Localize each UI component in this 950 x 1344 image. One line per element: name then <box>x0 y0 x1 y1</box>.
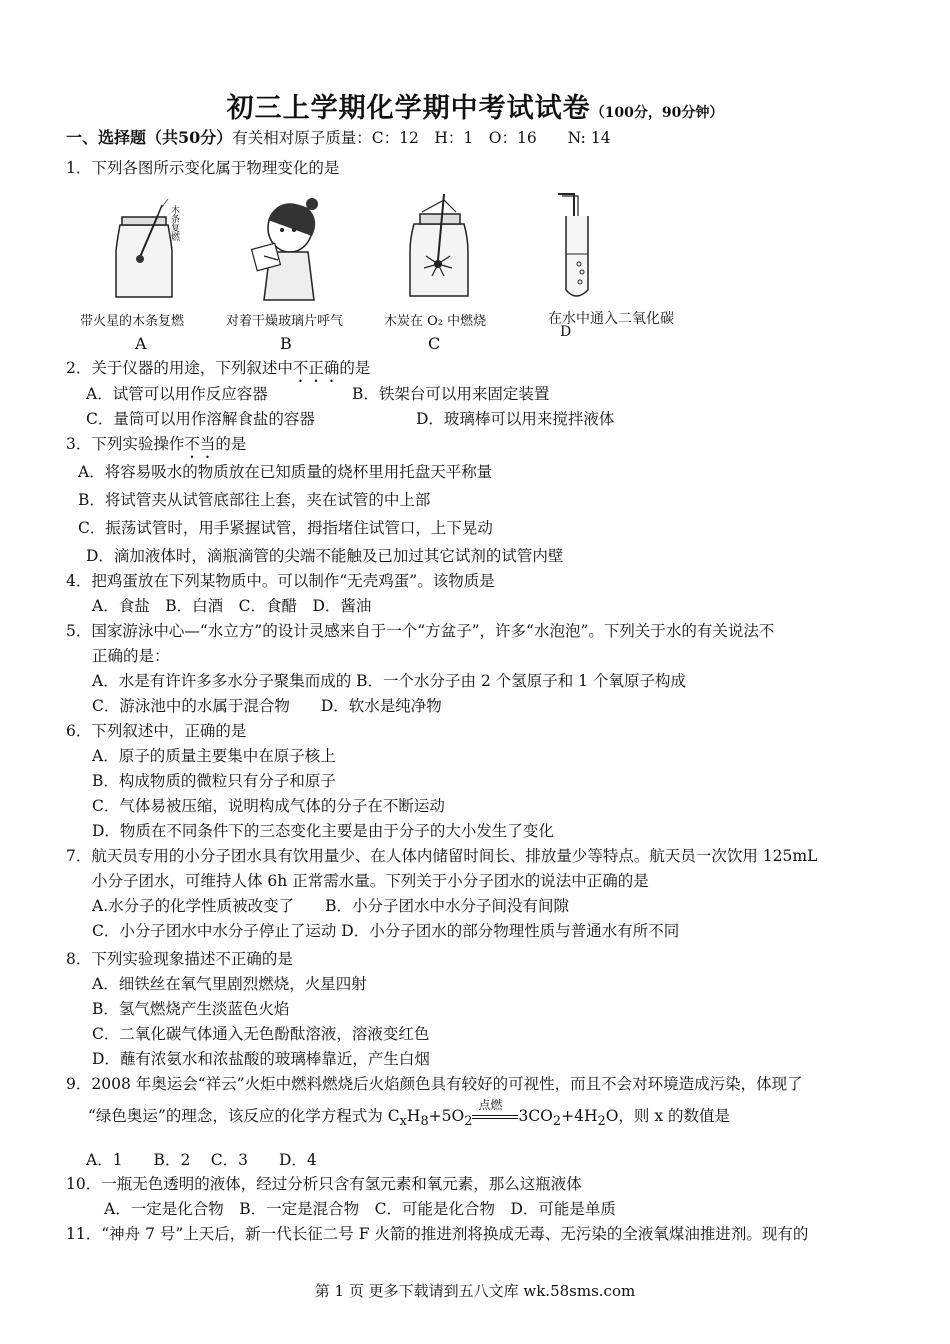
page-footer: 第 1 页 更多下载请到五八文库 wk.58sms.com <box>314 1282 636 1300</box>
q9-h2o: +4H <box>561 1107 598 1125</box>
q11-stem: 11．“神舟 7 号”上天后，新一代长征二号 F 火箭的推进剂将换成无毒、无污染的全液氧煤油推进剂。现有的 <box>66 1225 809 1243</box>
q5-options-cd: C．游泳池中的水属于混合物 D．软水是纯净物 <box>92 697 442 715</box>
q6-option-c: C．气体易被压缩，说明构成气体的分子在不断运动 <box>92 797 445 815</box>
q3-option-c: C．振荡试管时，用手紧握试管，拇指堵住试管口，上下晃动 <box>78 519 493 537</box>
q2-stem-pre: 2．关于仪器的用途，下列叙述中 <box>66 359 293 377</box>
atomic-masses: 有关相对原子质量：C：12 H：1 O：16 N: 14 <box>232 129 611 147</box>
title-main: 初三上学期化学期中考试试卷 <box>226 93 591 124</box>
jar-with-glowing-splint-icon <box>100 195 200 305</box>
q4-options: A．食盐 B．白酒 C．食醋 D．酱油 <box>92 597 372 615</box>
q3-option-a: A．将容易吸水的物质放在已知质量的烧杯里用托盘天平称量 <box>78 463 493 481</box>
q2-stem <box>66 358 370 386</box>
q7-options-cd: C．小分子团水中水分子停止了运动 D．小分子团水的部分物理性质与普通水有所不同 <box>92 922 680 940</box>
q6-option-d: D．物质在不同条件下的三态变化主要是由于分子的大小发生了变化 <box>92 822 554 840</box>
q9-h: H <box>406 1107 421 1125</box>
q8-stem: 8．下列实验现象描述不正确的是 <box>66 950 293 968</box>
q4-stem: 4．把鸡蛋放在下列某物质中。可以制作“无壳鸡蛋”。该物质是 <box>66 572 495 590</box>
q5-stem-line2: 正确的是： <box>92 647 170 665</box>
q8-option-b: B．氢气燃烧产生淡蓝色火焰 <box>92 1000 290 1018</box>
girl-breathing-on-glass-icon <box>238 190 338 305</box>
charcoal-burning-in-oxygen-icon <box>398 190 488 305</box>
jar-label: 木条复燃 <box>169 205 179 241</box>
q8-option-c: C．二氧化碳气体通入无色酚酞溶液，溶液变红色 <box>92 1025 430 1043</box>
q10-stem: 10．一瓶无色透明的液体，经过分析只含有氢元素和氧元素，那么这瓶液体 <box>66 1175 582 1193</box>
q9-sub-2b: 2 <box>552 1114 562 1130</box>
q3-stem-emphasis: 不当 <box>184 435 216 453</box>
fig-b-letter: B <box>280 334 292 353</box>
q7-stem-line2: 小分子团水，可维持人体 6h 正常需水量。下列关于小分子团水的说法中正确的是 <box>92 872 649 890</box>
q9-sub-2c: 2 <box>597 1114 606 1130</box>
q3-stem <box>66 434 246 462</box>
q3-stem-post: 的是 <box>215 435 247 453</box>
q9-stem-line1: 9．2008 年奥运会“祥云”火炬中燃料燃烧后火焰颜色具有较好的可视性，而且不会对环境造成污染，体现了 <box>66 1075 803 1093</box>
fig-d-caption: 在水中通入二氧化碳 <box>548 311 674 327</box>
q5-options-ab: A．水是有许许多多水分子聚集而成的 B．一个水分子由 2 个氢原子和 1 个氧原子构成 <box>92 672 686 690</box>
q9-sub-x: x <box>399 1114 407 1130</box>
q7-options-ab: A.水分子的化学性质被改变了 B．小分子团水中水分子间没有间隙 <box>92 897 570 915</box>
q6-stem: 6．下列叙述中，正确的是 <box>66 722 247 740</box>
q1-stem: 1．下列各图所示变化属于物理变化的是 <box>66 159 340 177</box>
fig-a-letter: A <box>135 334 147 353</box>
section-heading-line <box>66 128 611 148</box>
fig-b-caption: 对着干燥玻璃片呼气 <box>226 314 344 329</box>
q5-stem-line1: 5．国家游泳中心—“水立方”的设计灵感来自于一个“方盆子”，许多“水泡泡”。下列关于水的有关说法不 <box>66 622 775 640</box>
q9-stem-post: O，则 x 的数值是 <box>605 1107 731 1125</box>
fig-c-letter: C <box>428 334 441 353</box>
reaction-condition-arrow <box>472 1098 518 1127</box>
reaction-condition: 点燃 <box>478 1098 503 1112</box>
q9-equation-line <box>88 1098 731 1132</box>
q10-options: A．一定是化合物 B．一定是混合物 C．可能是化合物 D．可能是单质 <box>104 1200 616 1218</box>
q9-o2: +5O <box>428 1107 465 1125</box>
q9-sub-8: 8 <box>420 1114 429 1130</box>
q8-option-d: D．蘸有浓氨水和浓盐酸的玻璃棒靠近，产生白烟 <box>92 1050 430 1068</box>
test-tube-with-bubbles-icon <box>548 186 608 306</box>
fig-a-caption: 带火星的木条复燃 <box>80 314 185 329</box>
q2-stem-post: 的是 <box>339 359 371 377</box>
q6-option-a: A．原子的质量主要集中在原子核上 <box>92 747 336 765</box>
q7-stem-line1: 7．航天员专用的小分子团水具有饮用量少、在人体内储留时间长、排放量少等特点。航天员一次饮用 125mL <box>66 847 818 865</box>
q2-option-c: C．量筒可以用作溶解食盐的容器 <box>86 410 315 428</box>
exam-title <box>0 86 950 125</box>
q6-option-b: B．构成物质的微粒只有分子和原子 <box>92 772 336 790</box>
title-subtitle: （100分，90分钟） <box>590 105 724 121</box>
fig-d-letter: D <box>560 324 572 340</box>
q3-option-d: D．滴加液体时，滴瓶滴管的尖端不能触及已加过其它试剂的试管内壁 <box>86 547 564 565</box>
q9-sub-2a: 2 <box>464 1114 473 1130</box>
fig-c-caption: 木炭在 O₂ 中燃烧 <box>384 314 487 329</box>
section-heading: 一、选择题（共50分） <box>66 128 233 147</box>
q9-co2: 3CO <box>518 1107 553 1125</box>
q2-option-a: A．试管可以用作反应容器 <box>86 385 268 403</box>
q9-options: A．1 B．2 C．3 D．4 <box>86 1151 317 1169</box>
q2-stem-emphasis: 不正确 <box>292 359 340 377</box>
q9-stem-pre: “绿色奥运”的理念，该反应的化学方程式为 C <box>88 1107 400 1125</box>
q8-option-a: A．细铁丝在氧气里剧烈燃烧，火星四射 <box>92 975 367 993</box>
q3-stem-pre: 3．下列实验操作 <box>66 435 185 453</box>
q3-option-b: B．将试管夹从试管底部往上套，夹在试管的中上部 <box>78 491 431 509</box>
q2-option-d: D．玻璃棒可以用来搅拌液体 <box>416 410 615 428</box>
q2-option-b: B．铁架台可以用来固定装置 <box>352 385 550 403</box>
